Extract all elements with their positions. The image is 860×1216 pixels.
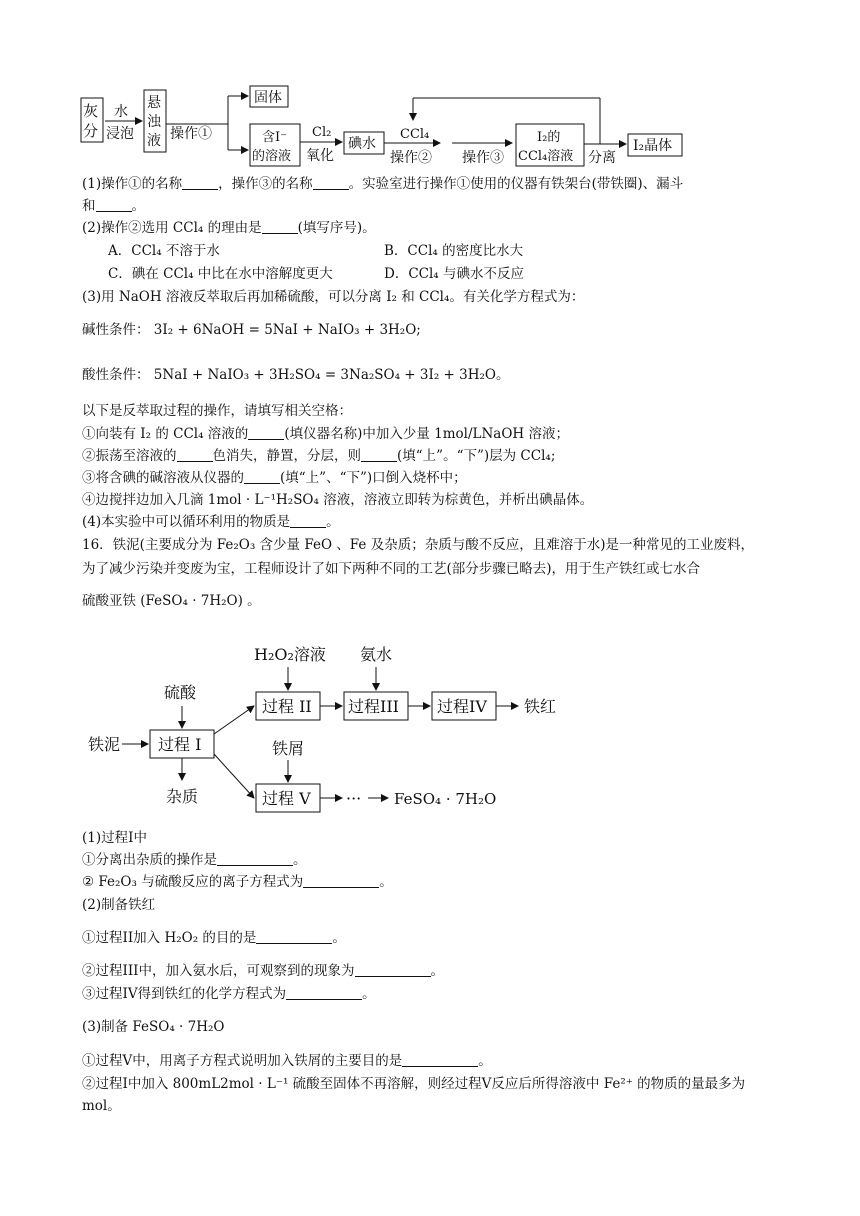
option-d: D．CCl₄ 与碘水不反应 [384, 266, 525, 282]
r4-line [82, 929, 346, 947]
suspension-text-1: 悬 [147, 95, 161, 111]
blank-op3 [313, 176, 349, 190]
blank-instrument [96, 198, 132, 212]
q4-a: (4)本实验中可以循环利用的物质是 [82, 514, 291, 530]
blank-q4 [290, 514, 326, 528]
step2-b: 色消失，静置，分层，则 [212, 448, 361, 464]
r6-line [82, 985, 376, 1003]
blank-q2 [262, 220, 298, 234]
option-a: A．CCl₄ 不溶于水 [108, 243, 220, 259]
suspension-text-2: 浊 [147, 114, 161, 130]
step1-a: ①向装有 I₂ 的 CCl₄ 溶液的 [82, 426, 249, 442]
p16-line3: 硫酸亚铁 (FeSO₄ · 7H₂O) 。 [82, 593, 261, 609]
step1-line [82, 425, 569, 443]
r1-line: (1)过程I中 [82, 830, 147, 846]
step3-line [82, 469, 467, 487]
impurity-label: 杂质 [166, 787, 199, 806]
r4a-text: ①过程II加入 H₂O₂ 的目的是 [82, 930, 257, 946]
intro-line: 以下是反萃取过程的操作，请填写相关空格： [82, 403, 352, 419]
blank-step2-layer [361, 448, 397, 462]
option-c: C．碘在 CCl₄ 中比在水中溶解度更大 [108, 266, 333, 282]
blank-step1 [248, 426, 284, 440]
iron-filings-label: 铁屑 [272, 739, 305, 758]
q1-text-d: 和 [82, 198, 96, 214]
r8-line [82, 1052, 492, 1070]
blank-r6 [286, 986, 362, 1000]
r1b-text: 。 [293, 852, 307, 868]
solid-text: 固体 [254, 90, 282, 106]
process-3-text: 过程III [348, 697, 399, 716]
oxidize-label: 氧化 [306, 148, 334, 164]
option-b: B．CCl₄ 的密度比水大 [384, 243, 524, 259]
p16-line2: 为了减少污染并变废为宝，工程师设计了如下两种不同的工艺(部分步骤已略去)，用于生产铁红或七水合 [82, 561, 701, 577]
q1-text-b: ，操作③的名称 [218, 176, 313, 192]
i2-ccl4-text-1: I₂的 [537, 130, 561, 145]
basic-equation: 碱性条件： 3I₂ + 6NaOH = 5NaI + NaIO₃ + 3H₂O; [82, 322, 421, 338]
q2-text-a: (2)操作②选用 CCl₄ 的理由是 [82, 220, 262, 236]
r5b-text: 。 [430, 963, 444, 979]
blank-r5 [355, 963, 431, 977]
r2a-text: ② Fe₂O₃ 与硫酸反应的离子方程式为 [82, 874, 304, 890]
r6a-text: ③过程IV得到铁红的化学方程式为 [82, 986, 287, 1002]
product-label: FeSO₄ · 7H₂O [394, 790, 497, 808]
i2-ccl4-text-2: CCl₄溶液 [518, 149, 574, 164]
step1-b: (填仪器名称)中加入少量 1mol/LNaOH 溶液； [284, 426, 569, 442]
q1-text-e: 。 [131, 198, 145, 214]
process-5-text: 过程 V [262, 789, 311, 808]
blank-step2-color [177, 448, 213, 462]
blank-step3 [244, 470, 280, 484]
q2-text-b: (填写序号)。 [297, 220, 376, 236]
ammonia-label: 氨水 [360, 645, 393, 664]
q4-line [82, 513, 340, 531]
step2-line [82, 447, 555, 465]
step3-b: (填“上”、“下”)口倒入烧杯中； [280, 470, 467, 486]
iodide-text-1: 含I⁻ [262, 130, 287, 145]
r1a-text: ①分离出杂质的操作是 [82, 852, 217, 868]
iron-mud-process-flowchart [88, 640, 588, 820]
iodine-water-text: 碘水 [348, 136, 376, 152]
r3-line: (2)制备铁红 [82, 897, 156, 913]
process-1-text: 过程 I [158, 735, 202, 754]
r4b-text: 。 [332, 930, 346, 946]
r5a-text: ②过程III中，加入氨水后，可观察到的现象为 [82, 963, 355, 979]
soak-label: 浸泡 [106, 126, 134, 142]
sulfuric-acid-label: 硫酸 [164, 683, 197, 702]
blank-r4 [256, 930, 332, 944]
blank-r8 [402, 1053, 478, 1067]
step2-a: ②振荡至溶液的 [82, 448, 177, 464]
process-2-text: 过程 II [262, 697, 312, 716]
separate-label: 分离 [588, 150, 616, 166]
q1-line1 [82, 175, 683, 193]
h2o2-label: H₂O₂溶液 [254, 645, 326, 664]
suspension-text-3: 液 [147, 133, 161, 149]
r5-line [82, 962, 444, 980]
i2-crystal-text: I₂晶体 [633, 138, 673, 154]
r6b-text: 。 [362, 986, 376, 1002]
blank-r1a [217, 852, 293, 866]
q2-line [82, 219, 376, 237]
blank-op1 [182, 176, 218, 190]
process-4-text: 过程IV [437, 697, 487, 716]
q1-text-c: 。实验室进行操作①使用的仪器有铁架台(带铁圈)、漏斗 [348, 176, 684, 192]
q4-b: 。 [326, 514, 340, 530]
dots-label: ··· [346, 789, 362, 808]
iodide-text-2: 的溶液 [252, 149, 292, 164]
iron-mud-label: 铁泥 [88, 735, 121, 754]
iodine-extraction-flowchart [78, 82, 698, 174]
ccl4-label: CCl₄ [400, 127, 430, 142]
r1a-line [82, 851, 307, 869]
cl2-label: Cl₂ [312, 125, 332, 140]
acid-equation: 酸性条件： 5NaI + NaIO₃ + 3H₂SO₄ = 3Na₂SO₄ + 3I₂ + 3H₂O。 [82, 367, 510, 383]
op3-label: 操作③ [462, 150, 504, 166]
step4-line: ④边搅拌边加入几滴 1mol · L⁻¹H₂SO₄ 溶液，溶液立即转为棕黄色，并析出碘晶体。 [82, 492, 594, 508]
water-label: 水 [114, 104, 128, 120]
r2-line [82, 873, 393, 891]
r10-line: mol。 [82, 1098, 121, 1114]
r9-line: ②过程I中加入 800mL2mol · L⁻¹ 硫酸至固体不再溶解，则经过程V反应后所得溶液中 Fe²⁺ 的物质的量最多为 [82, 1076, 746, 1092]
step2-c: (填“上”。“下”)层为 CCl₄; [397, 448, 556, 464]
r8b-text: 。 [478, 1053, 492, 1069]
q1-text-a: (1)操作①的名称 [82, 176, 183, 192]
p16-line1: 16．铁泥(主要成分为 Fe₂O₃ 含少量 FeO 、Fe 及杂质；杂质与酸不反应，且难溶于水)是一种常见的工业废料， [82, 537, 754, 553]
r2b-text: 。 [379, 874, 393, 890]
r7-line: (3)制备 FeSO₄ · 7H₂O [82, 1019, 225, 1035]
q1-line2 [82, 197, 145, 215]
blank-r2 [303, 874, 379, 888]
iron-red-label: 铁红 [524, 697, 557, 716]
q3-line: (3)用 NaOH 溶液反萃取后再加稀硫酸，可以分离 I₂ 和 CCl₄。有关化学方程式为： [82, 289, 585, 305]
op2-label: 操作② [390, 150, 432, 166]
ash-text-1: 灰 [83, 102, 99, 120]
r8a-text: ①过程V中，用离子方程式说明加入铁屑的主要目的是 [82, 1053, 403, 1069]
step3-a: ③将含碘的碱溶液从仪器的 [82, 470, 244, 486]
op1-label: 操作① [170, 126, 212, 142]
ash-text-2: 分 [83, 122, 99, 140]
